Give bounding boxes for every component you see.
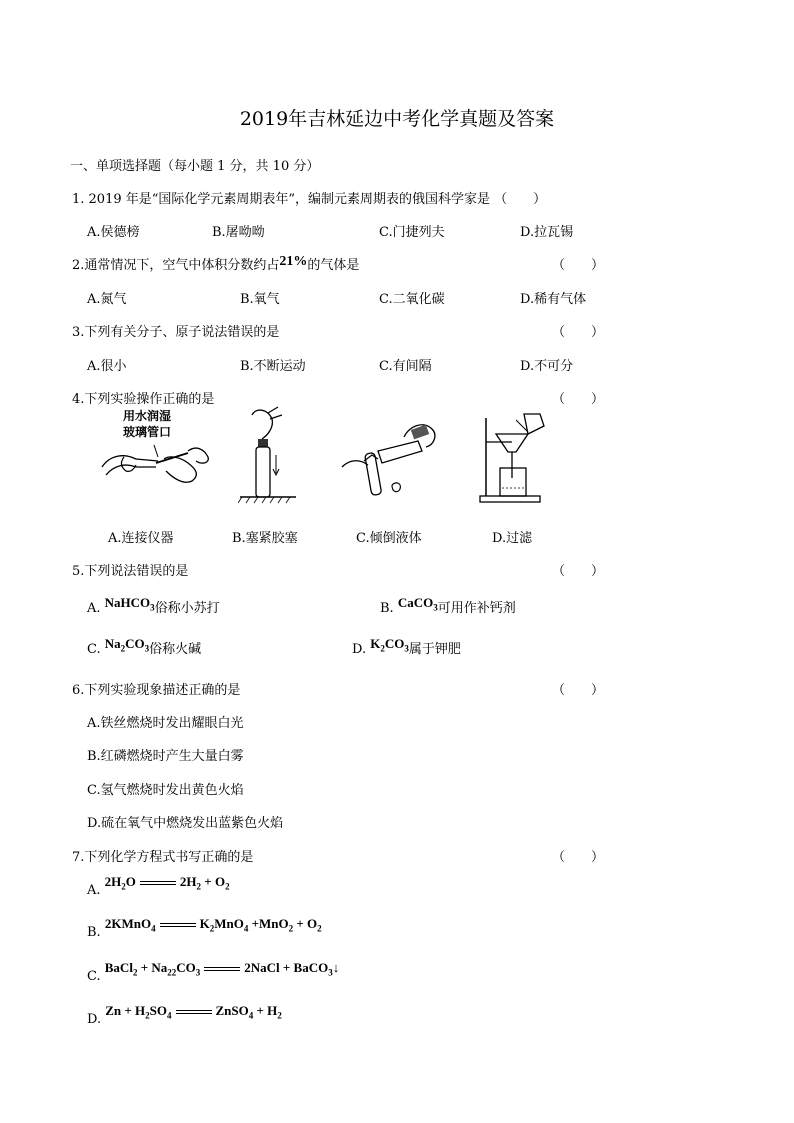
figure-connect-apparatus	[96, 405, 216, 500]
q2-stem-bold: 21%	[279, 254, 308, 269]
q5-option-c: C. $Na_2CO_3$俗称火碱	[87, 636, 202, 657]
q1-option-b: B.屠呦呦	[212, 225, 265, 240]
q6-option-b: B.红磷燃烧时产生大量白雾	[87, 749, 244, 764]
q4-option-b: B.塞紧胶塞	[232, 531, 298, 546]
equation-d: $Zn + H_2SO_4$ ZnSO$_4$ + $H_2$	[105, 1003, 282, 1021]
question-5-stem: 5.下列说法错误的是	[72, 564, 189, 579]
connect-apparatus-drawing	[96, 405, 216, 500]
q5-option-d: D. $K_2CO_3$属于钾肥	[352, 636, 461, 657]
q3-option-a: A.很小	[87, 359, 127, 374]
q2-option-a: A.氮气	[87, 292, 127, 307]
q1-option-d: D.拉瓦锡	[520, 225, 574, 240]
q7-option-a: A. $2H_2O$ $2H_2 + O_2$	[87, 874, 230, 898]
q3-answer-paren: （ ）	[552, 325, 605, 340]
q4-option-d: D.过滤	[492, 531, 533, 546]
q7-answer-paren: （ ）	[552, 850, 605, 865]
q2-stem-pre: 2.通常情况下，空气中体积分数约占	[72, 258, 280, 273]
q1-option-c: C.门捷列夫	[379, 225, 445, 240]
section-heading: 一、单项选择题（每小题 1 分，共 10 分）	[70, 159, 320, 174]
question-6-stem: 6.下列实验现象描述正确的是	[72, 683, 241, 698]
q4-option-c: C.倾倒液体	[356, 531, 422, 546]
equation-c: BaCl$_2$ + $Na_{22}CO_3$ 2NaCl + BaCO$_3$↓	[104, 960, 340, 978]
q7-option-c: C. BaCl$_2$ + $Na_{22}CO_3$ 2NaCl + BaCO$_3$↓	[87, 960, 340, 984]
q3-option-d: D.不可分	[520, 359, 574, 374]
q6-answer-paren: （ ）	[552, 683, 605, 698]
q5-option-a: A. NaHCO$_3$俗称小苏打	[87, 595, 220, 616]
question-3-stem: 3.下列有关分子、原子说法错误的是	[72, 325, 280, 340]
q7-option-d: D. $Zn + H_2SO_4$ ZnSO$_4$ + $H_2$	[87, 1003, 282, 1027]
q3-option-b: B.不断运动	[240, 359, 306, 374]
figure-label-tube: 玻璃管口	[123, 425, 172, 439]
q1-option-a: A.侯德榜	[87, 225, 140, 240]
q5-answer-paren: （ ）	[552, 564, 605, 579]
q2-option-b: B.氧气	[240, 292, 280, 307]
question-1-stem: 1. 2019 年是“国际化学元素周期表年”，编制元素周期表的俄国科学家是 （ ）	[72, 192, 547, 207]
figure-filtration	[472, 412, 552, 504]
q3-option-c: C.有间隔	[379, 359, 432, 374]
q7-option-b: B. 2KMnO$_4$ $K_2MnO_4 +MnO_2 + O_2$	[87, 916, 322, 940]
equation-a: $2H_2O$ $2H_2 + O_2$	[104, 874, 230, 892]
figure-label-wet: 用水润湿	[123, 409, 172, 423]
q6-option-a: A.铁丝燃烧时发出耀眼白光	[87, 716, 244, 731]
question-4-stem: 4.下列实验操作正确的是	[72, 392, 215, 407]
figure-pour-liquid	[338, 415, 443, 500]
q2-option-c: C.二氧化碳	[379, 292, 445, 307]
equation-b: 2KMnO$_4$ $K_2MnO_4 +MnO_2 + O_2$	[104, 916, 322, 934]
q6-option-d: D.硫在氧气中燃烧发出蓝紫色火焰	[87, 816, 284, 831]
q5-option-b: B. CaCO$_3$可用作补钙剂	[380, 595, 516, 616]
question-2-stem	[72, 254, 359, 274]
q2-option-d: D.稀有气体	[520, 292, 587, 307]
q2-stem-post: 的气体是	[307, 258, 360, 273]
q4-option-a: A.连接仪器	[108, 531, 174, 546]
question-7-stem: 7.下列化学方程式书写正确的是	[72, 850, 254, 865]
q2-answer-paren: （ ）	[552, 258, 605, 273]
q6-option-c: C.氢气燃烧时发出黄色火焰	[87, 783, 244, 798]
figure-press-stopper	[238, 405, 298, 505]
page-title: 2019年吉林延边中考化学真题及答案	[239, 108, 555, 130]
q4-answer-paren: （ ）	[552, 392, 605, 407]
